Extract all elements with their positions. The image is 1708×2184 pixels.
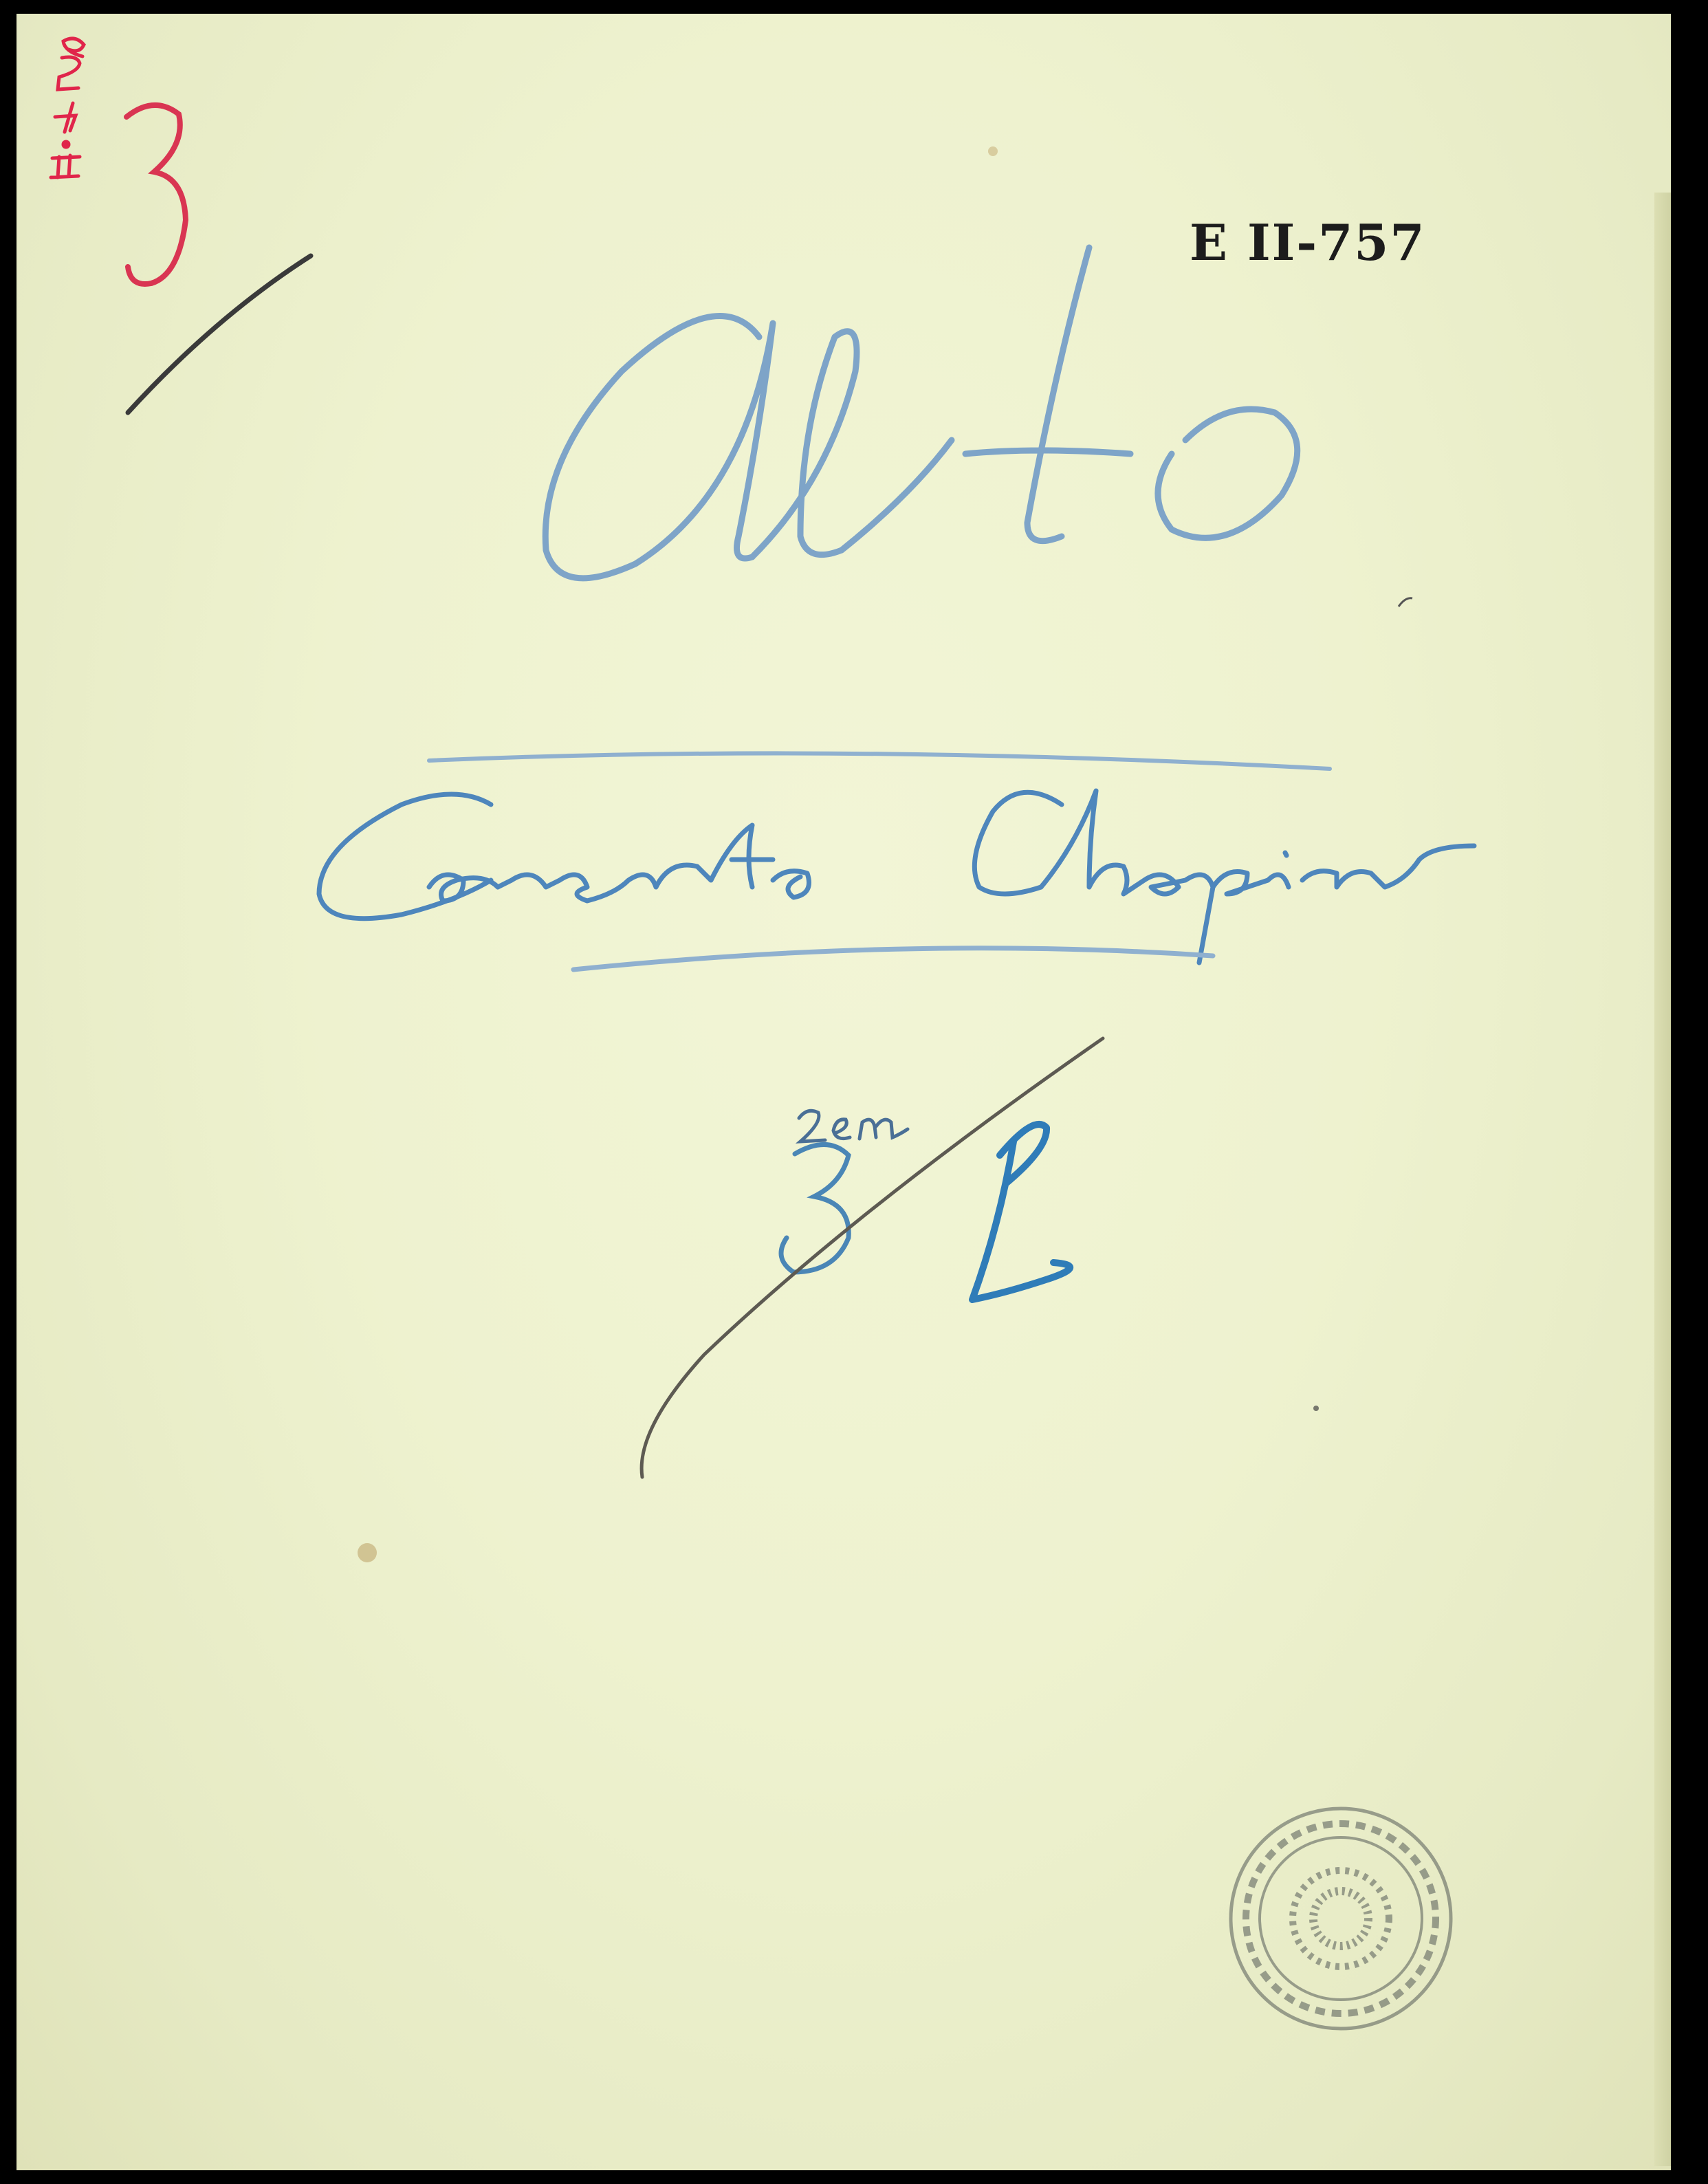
strike-line [642, 1038, 1103, 1477]
title-text [333, 839, 392, 847]
stain-spot [988, 146, 998, 156]
stain-spot [358, 1543, 377, 1562]
part-name-text [567, 399, 580, 406]
red-number-text [127, 117, 131, 124]
title-rule-bottom [573, 948, 1213, 970]
title-handwriting [319, 791, 1474, 963]
document-page [17, 14, 1671, 2170]
part-number-struck [781, 1144, 848, 1272]
library-seal-icon [1231, 1809, 1451, 2029]
title-rule-top [429, 753, 1330, 769]
call-number: E II-757 [1190, 213, 1426, 272]
part-name-handwriting [545, 248, 1297, 578]
superscript-text [800, 1114, 815, 1122]
part-number [972, 1124, 1070, 1300]
red-number-3 [127, 105, 186, 284]
handwriting-layer [17, 14, 1671, 2170]
part-number-text [1000, 1183, 1004, 1190]
inventory-mark-text [44, 41, 65, 49]
inventory-mark [51, 39, 84, 177]
struck-number-text [800, 1183, 804, 1190]
stain-spot [1313, 1406, 1319, 1411]
pencil-mark [1399, 598, 1412, 607]
